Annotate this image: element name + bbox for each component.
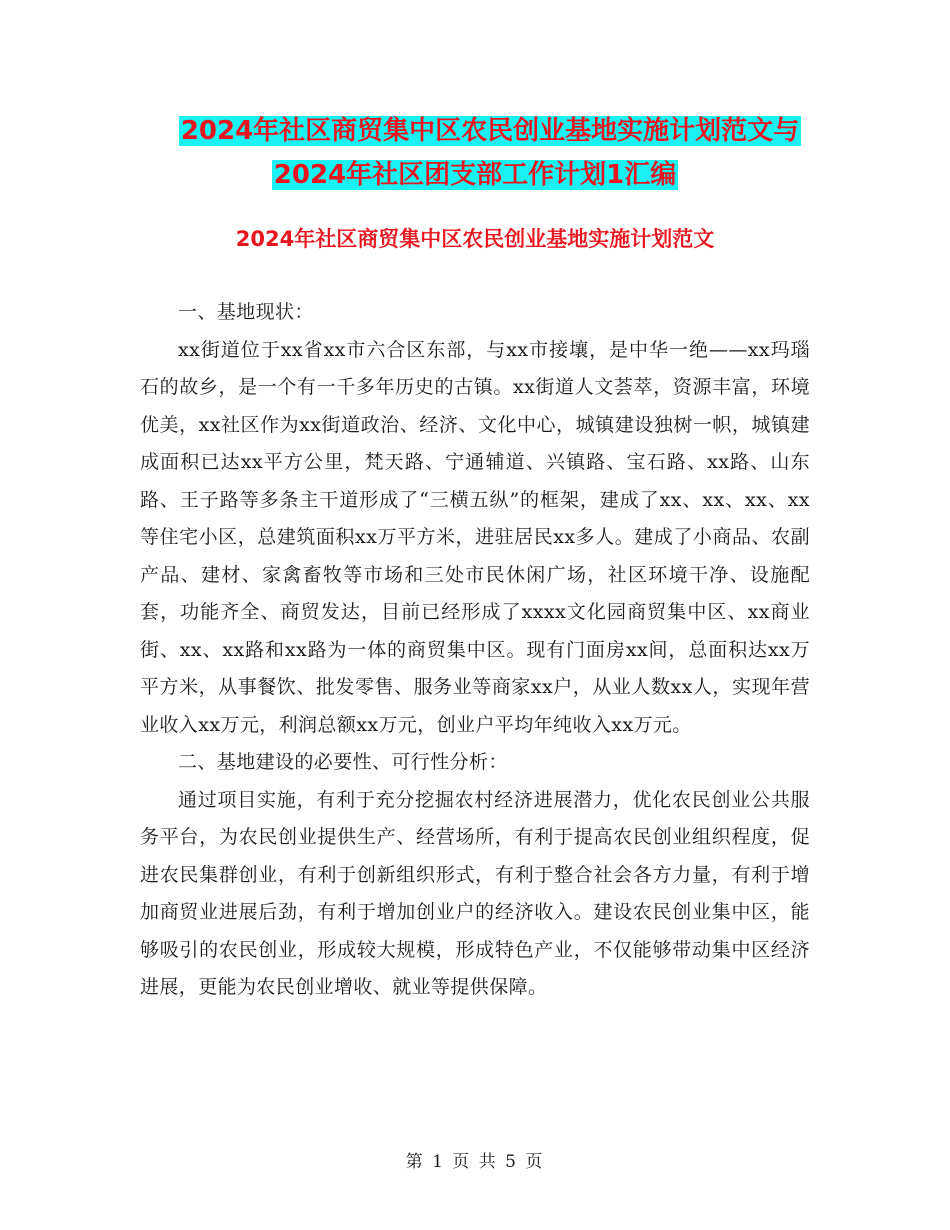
page-footer: 第 1 页 共 5 页 [405,1152,545,1172]
document-title-line-1 [0,110,950,152]
document-body [140,294,810,1007]
paragraph-2: 通过项目实施，有利于充分挖掘农村经济进展潜力，优化农民创业公共服务平台，为农民创业提供生产、经营场所，有利于提高农民创业组织程度，促进农民集群创业，有利于创新组织形式，有利于整合社会各方力量，有利于增加商贸业进展后劲，有利于增加创业户的经济收入。建设农民创业集中区，能够吸引的农民创业，形成较大规模，形成特色产业，不仅能够带动集中区经济进展，更能为农民创业增收、就业等提供保障。 [140,788,810,998]
title-highlight-1: 2024年社区商贸集中区农民创业基地实施计划范文与 [180,116,800,146]
paragraph-heading-1: 一、基地现状： [178,301,314,323]
paragraph-heading-2: 二、基地建设的必要性、可行性分析： [178,751,508,773]
document-title-line-2 [0,154,950,196]
section-title: 2024年社区商贸集中区农民创业基地实施计划范文 [235,227,715,251]
paragraph-1: xx街道位于xx省xx市六合区东部，与xx市接壤，是中华一绝——xx玛瑙石的故乡，是一个有一千多年历史的古镇。xx街道人文荟萃，资源丰富，环境优美，xx社区作为xx街道政治、经济、文化中心，城镇建设独树一帜，城镇建成面积已达xx平方公里，梵天路、宁通辅道、兴镇路、宝石路、xx路、山东路、王子路等多条主干道形成了“三横五纵”的框架，建成了xx、xx、xx、xx等住宅小区，总建筑面积xx万平方米，进驻居民xx多人。建成了小商品、农副产品、建材、家禽畜牧等市场和三处市民休闲广场，社区环境干净、设施配套，功能齐全、商贸发达，目前已经形成了xxxx文化园商贸集中区、xx商业街、xx、xx路和xx路为一体的商贸集中区。现有门面房xx间，总面积达xx万平方米，从事餐饮、批发零售、服务业等商家xx户，从业人数xx人，实现年营业收入xx万元，利润总额xx万元，创业户平均年纯收入xx万元。 [140,338,810,736]
title-highlight-2: 2024年社区团支部工作计划1汇编 [273,160,677,190]
